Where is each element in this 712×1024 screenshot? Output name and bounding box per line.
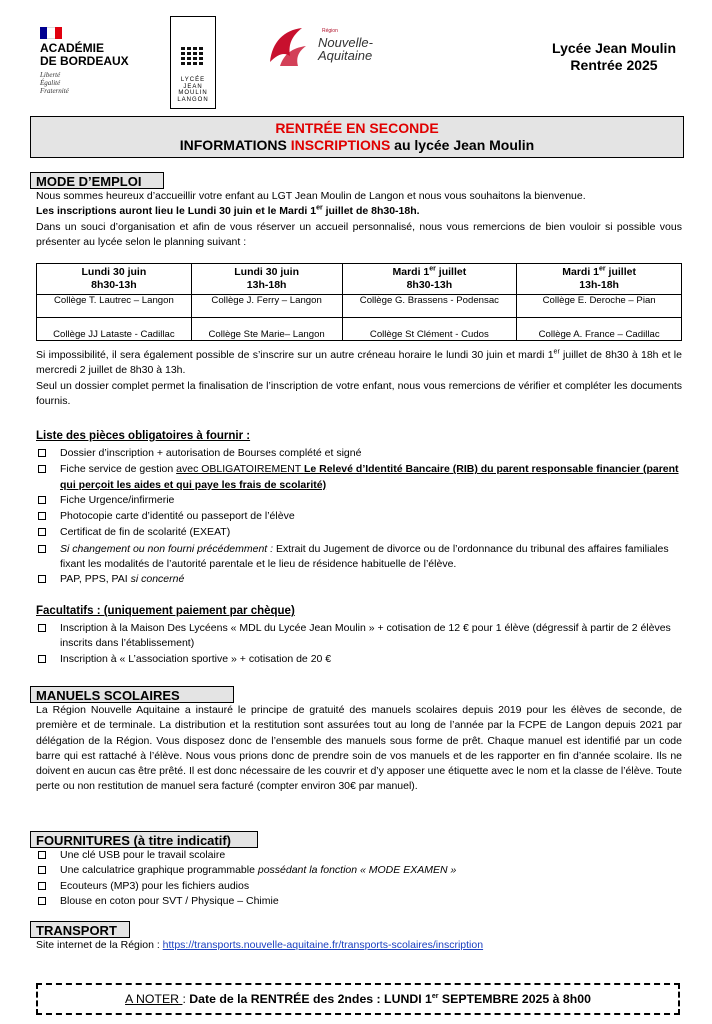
section-heading-manuels: MANUELS SCOLAIRES	[30, 686, 234, 703]
checkbox-bullet-icon	[38, 545, 46, 553]
planning-header-row	[37, 264, 682, 295]
title-line-2: INFORMATIONS INSCRIPTIONS au lycée Jean Moulin	[179, 137, 535, 153]
planning-cell: Collège A. France – Cadillac	[517, 318, 682, 341]
document-title-box	[30, 116, 684, 158]
list-item: Certificat de fin de scolarité (EXEAT)	[36, 525, 682, 541]
checkbox-bullet-icon	[38, 465, 46, 473]
mode-emploi-text: Nous sommes heureux d’accueillir votre enfant au LGT Jean Moulin de Langon et nous vous souhaitons la bienvenue. Les inscriptions auront lieu le Lundi 30 juin et le Mardi 1er juillet de 8h30-18h. Dans un souci d’organisation et afin de vous réserver un accueil personnalisé, nous vous remercions de bien vouloir si possible vous présenter au lycée selon le planning suivant :	[36, 190, 682, 248]
lycee-header-title: Lycée Jean Moulin Rentrée 2025	[552, 40, 676, 73]
planning-cell: Collège St Clément - Cudos	[342, 318, 517, 341]
planning-cell: Collège E. Deroche – Pian	[517, 295, 682, 318]
planning-cell: Collège G. Brassens - Podensac	[342, 295, 517, 318]
checkbox-bullet-icon	[38, 575, 46, 583]
checkbox-bullet-icon	[38, 882, 46, 890]
list-item: Photocopie carte d’identité ou passeport de l’élève	[36, 509, 682, 525]
checkbox-bullet-icon	[38, 655, 46, 663]
checkbox-bullet-icon	[38, 866, 46, 874]
list-item: Une clé USB pour le travail scolaire	[36, 848, 682, 863]
facultatifs-heading: Facultatifs : (uniquement paiement par chèque)	[36, 605, 295, 617]
lycee-logo-grid-icon	[181, 47, 205, 65]
note-box: A NOTER : Date de la RENTRÉE des 2ndes : LUNDI 1er SEPTEMBRE 2025 à 8h00	[36, 983, 680, 1015]
planning-header: Lundi 30 juin 8h30-13h	[37, 264, 192, 295]
checkbox-bullet-icon	[38, 528, 46, 536]
title-line-1: RENTRÉE EN SECONDE	[275, 120, 439, 136]
planning-row	[37, 295, 682, 318]
planning-cell: Collège J. Ferry – Langon	[191, 295, 342, 318]
list-item: Si changement ou non fourni précédemment : Extrait du Jugement de divorce ou de l’ordonnance du tribunal des affaires familiales fixant les modalités de l’autorité parentale et le lieu de résidence habituelle de l’élève.	[36, 542, 682, 573]
section-heading-mode-emploi: MODE D’EMPLOI	[30, 172, 164, 189]
list-item: Inscription à la Maison Des Lycéens « MDL du Lycée Jean Moulin » + cotisation de 12 € pour 1 élève (dégressif à partir de 2 élèves inscrits dans l’établissement)	[36, 621, 682, 652]
facultatifs-list	[36, 621, 682, 668]
note-label: A NOTER	[125, 992, 183, 1006]
lycee-logo: LYCÉE JEAN MOULIN LANGON	[170, 16, 216, 109]
planning-cell: Collège JJ Lataste - Cadillac	[37, 318, 192, 341]
checkbox-bullet-icon	[38, 449, 46, 457]
transport-text: Site internet de la Région : https://transports.nouvelle-aquitaine.fr/transports-scolaires/inscription	[36, 939, 484, 951]
note-text: Date de la RENTRÉE des 2ndes : LUNDI 1er SEPTEMBRE 2025 à 8h00	[189, 992, 591, 1006]
list-item: Dossier d’inscription + autorisation de Bourses complété et signé	[36, 446, 682, 462]
region-small-label: Région	[322, 28, 338, 34]
manuels-text: La Région Nouvelle Aquitaine a instauré le principe de gratuité des manuels scolaires depuis 2019 pour les élèves de seconde, de première et de terminale. La distribution et la restitution sont assurées tout au long de l’année par la FCPE de Langon depuis 2021 par délégation de la Région. Vous disposez donc de l’ensemble des manuels sous forme de prêt. Chaque manuel est identifié par un code barre qui est rattaché à l’élève. Nous vous prions donc de prendre soin de vos manuels et de les rapporter en fin d’année scolaire. Ils ne doivent en aucun cas être prêté. Il est donc nécessaire de les couvrir et d’y apposer une étiquette avec le nom et la classe de l’élève. Toute perte ou non restitution de manuel sera facturé (compter environ 30€ par manuel).	[36, 704, 682, 793]
after-table-text: Si impossibilité, il sera également possible de s’inscrire sur un autre créneau horaire le lundi 30 juin et mardi 1er juillet de 8h30 à 18h et le mercredi 2 juillet de 8h30 à 13h. Seul un dossier complet permet la finalisation de l’inscription de votre enfant, nous vous remercions de vérifier et compléter les documents fournis.	[36, 348, 682, 407]
checkbox-bullet-icon	[38, 624, 46, 632]
planning-row	[37, 318, 682, 341]
list-item: Une calculatrice graphique programmable possédant la fonction « MODE EXAMEN »	[36, 863, 682, 878]
pieces-heading: Liste des pièces obligatoires à fournir :	[36, 430, 251, 442]
transport-link[interactable]: https://transports.nouvelle-aquitaine.fr/transports-scolaires/inscription	[162, 939, 484, 951]
list-item: Blouse en coton pour SVT / Physique – Chimie	[36, 894, 682, 909]
list-item: PAP, PPS, PAI si concerné	[36, 572, 682, 588]
marianne-flag-icon	[40, 26, 62, 38]
checkbox-bullet-icon	[38, 897, 46, 905]
planning-header: Mardi 1er juillet 13h-18h	[517, 264, 682, 295]
section-heading-fournitures: FOURNITURES (à titre indicatif)	[30, 831, 258, 848]
checkbox-bullet-icon	[38, 496, 46, 504]
pieces-list	[36, 446, 682, 589]
planning-cell: Collège T. Lautrec – Langon	[37, 295, 192, 318]
academie-motto: Liberté Égalité Fraternité	[40, 71, 69, 95]
list-item: Fiche Urgence/infirmerie	[36, 493, 682, 509]
academie-logo-text: ACADÉMIE DE BORDEAUX	[40, 41, 129, 68]
checkbox-bullet-icon	[38, 512, 46, 520]
list-item: Inscription à « L’association sportive » + cotisation de 20 €	[36, 652, 682, 668]
planning-cell: Collège Ste Marie– Langon	[191, 318, 342, 341]
section-heading-transport: TRANSPORT	[30, 921, 130, 938]
fournitures-list	[36, 848, 682, 910]
checkbox-bullet-icon	[38, 851, 46, 859]
region-name: Nouvelle- Aquitaine	[318, 35, 373, 63]
list-item: Ecouteurs (MP3) pour les fichiers audios	[36, 879, 682, 894]
planning-header: Mardi 1er juillet 8h30-13h	[342, 264, 517, 295]
planning-header: Lundi 30 juin 13h-18h	[191, 264, 342, 295]
planning-table	[36, 263, 682, 341]
list-item: Fiche service de gestion avec OBLIGATOIREMENT Le Relevé d’Identité Bancaire (RIB) du parent responsable financier (parent qui perçoit les aides et qui paye les frais de scolarité)	[36, 462, 682, 493]
